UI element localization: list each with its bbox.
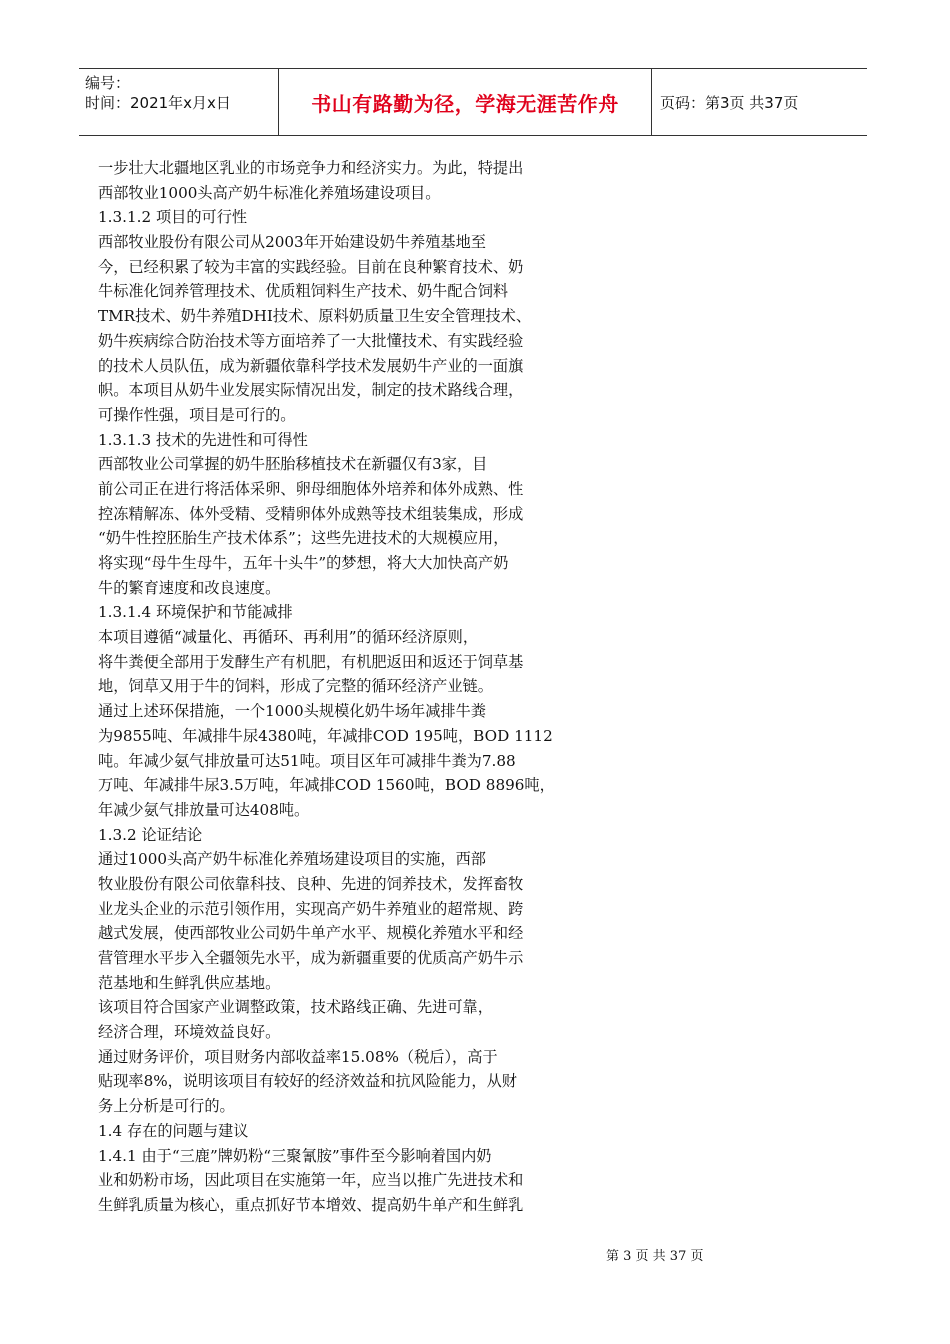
body-line: 经济合理，环境效益良好。 bbox=[98, 1023, 281, 1042]
header-motto: 书山有路勤为径，学海无涯苦作舟 bbox=[279, 69, 652, 135]
body-line: 牧业股份有限公司依靠科技、良种、先进的饲养技术，发挥畜牧 bbox=[98, 874, 524, 893]
body-line: 该项目符合国家产业调整政策，技术路线正确、先进可靠， bbox=[98, 998, 493, 1017]
body-line: “奶牛性控胚胎生产技术体系”；这些先进技术的大规模应用， bbox=[98, 529, 509, 548]
body-line: 奶牛疾病综合防治技术等方面培养了一大批懂技术、有实践经验 bbox=[98, 331, 524, 350]
body-line: 地，饲草又用于牛的饲料，形成了完整的循环经济产业链。 bbox=[98, 677, 493, 696]
body-line: 的技术人员队伍，成为新疆依靠科学技术发展奶牛产业的一面旗 bbox=[98, 356, 524, 375]
body-line: 通过1000头高产奶牛标准化养殖场建设项目的实施，西部 bbox=[98, 850, 486, 869]
page-footer: 第 3 页 共 37 页 bbox=[606, 1249, 704, 1264]
page-header bbox=[79, 68, 867, 136]
body-line: 贴现率8%，说明该项目有较好的经济效益和抗风险能力，从财 bbox=[98, 1072, 517, 1091]
time-label: 时间：2021年x月x日 bbox=[85, 94, 231, 112]
page-label: 页码：第3页 共37页 bbox=[660, 93, 799, 112]
body-line: 牛的繁育速度和改良速度。 bbox=[98, 578, 281, 597]
document-body bbox=[98, 156, 578, 1218]
body-line: 控冻精解冻、体外受精、受精卵体外成熟等技术组装集成，形成 bbox=[98, 504, 524, 523]
body-line: 业和奶粉市场，因此项目在实施第一年，应当以推广先进技术和 bbox=[98, 1171, 524, 1190]
body-line: 可操作性强，项目是可行的。 bbox=[98, 405, 296, 424]
body-line: 万吨、年减排牛尿3.5万吨，年减排COD 1560吨，BOD 8896吨， bbox=[98, 776, 555, 795]
body-line: 牛标准化饲养管理技术、优质粗饲料生产技术、奶牛配合饲料 bbox=[98, 282, 509, 301]
body-line: 为9855吨、年减排牛尿4380吨，年减排COD 195吨，BOD 1112 bbox=[98, 726, 553, 745]
body-line: 通过财务评价，项目财务内部收益率15.08%（税后），高于 bbox=[98, 1047, 498, 1066]
body-line: 1.3.1.3 技术的先进性和可得性 bbox=[98, 430, 308, 449]
header-page-info bbox=[652, 69, 867, 135]
body-line: 一步壮大北疆地区乳业的市场竞争力和经济实力。为此，特提出 bbox=[98, 159, 524, 177]
body-line: 范基地和生鲜乳供应基地。 bbox=[98, 973, 281, 992]
body-line: 通过上述环保措施，一个1000头规模化奶牛场年减排牛粪 bbox=[98, 702, 486, 721]
body-line: 生鲜乳质量为核心，重点抓好节本增效、提高奶牛单产和生鲜乳 bbox=[98, 1195, 524, 1214]
body-line: 年减少氨气排放量可达408吨。 bbox=[98, 800, 310, 819]
header-meta bbox=[79, 69, 279, 135]
body-line: 前公司正在进行将活体采卵、卵母细胞体外培养和体外成熟、性 bbox=[98, 479, 524, 498]
body-line: 将实现“母牛生母牛，五年十头牛”的梦想，将大大加快高产奶 bbox=[98, 554, 509, 572]
number-label: 编号： bbox=[85, 74, 131, 92]
body-line: 本项目遵循“减量化、再循环、再利用”的循环经济原则， bbox=[98, 628, 479, 647]
body-line: 越式发展，使西部牧业公司奶牛单产水平、规模化养殖水平和经 bbox=[98, 924, 524, 943]
body-line: 1.3.1.4 环境保护和节能减排 bbox=[98, 603, 293, 622]
body-line: TMR技术、奶牛养殖DHI技术、原料奶质量卫生安全管理技术、 bbox=[98, 307, 532, 326]
body-line: 西部牧业公司掌握的奶牛胚胎移植技术在新疆仅有3家，目 bbox=[98, 455, 488, 474]
body-line: 1.4 存在的问题与建议 bbox=[98, 1121, 249, 1140]
body-line: 业龙头企业的示范引领作用，实现高产奶牛养殖业的超常规、跨 bbox=[98, 899, 524, 918]
body-line: 营管理水平步入全疆领先水平，成为新疆重要的优质高产奶牛示 bbox=[98, 949, 524, 967]
body-line: 西部牧业股份有限公司从2003年开始建设奶牛养殖基地至 bbox=[98, 233, 486, 252]
body-line: 务上分析是可行的。 bbox=[98, 1097, 235, 1116]
body-line: 吨。年减少氨气排放量可达51吨。项目区年可减排牛粪为7.88 bbox=[98, 751, 516, 770]
body-line: 西部牧业1000头高产奶牛标准化养殖场建设项目。 bbox=[98, 183, 441, 202]
body-line: 1.3.2 论证结论 bbox=[98, 825, 203, 844]
body-line: 帜。本项目从奶牛业发展实际情况出发，制定的技术路线合理， bbox=[98, 381, 524, 400]
body-line: 将牛粪便全部用于发酵生产有机肥，有机肥返田和返还于饲草基 bbox=[98, 652, 524, 671]
body-line: 1.4.1 由于“三鹿”牌奶粉“三聚氰胺”事件至今影响着国内奶 bbox=[98, 1146, 492, 1165]
body-line: 1.3.1.2 项目的可行性 bbox=[98, 208, 248, 227]
body-line: 今，已经积累了较为丰富的实践经验。目前在良种繁育技术、奶 bbox=[98, 257, 524, 276]
